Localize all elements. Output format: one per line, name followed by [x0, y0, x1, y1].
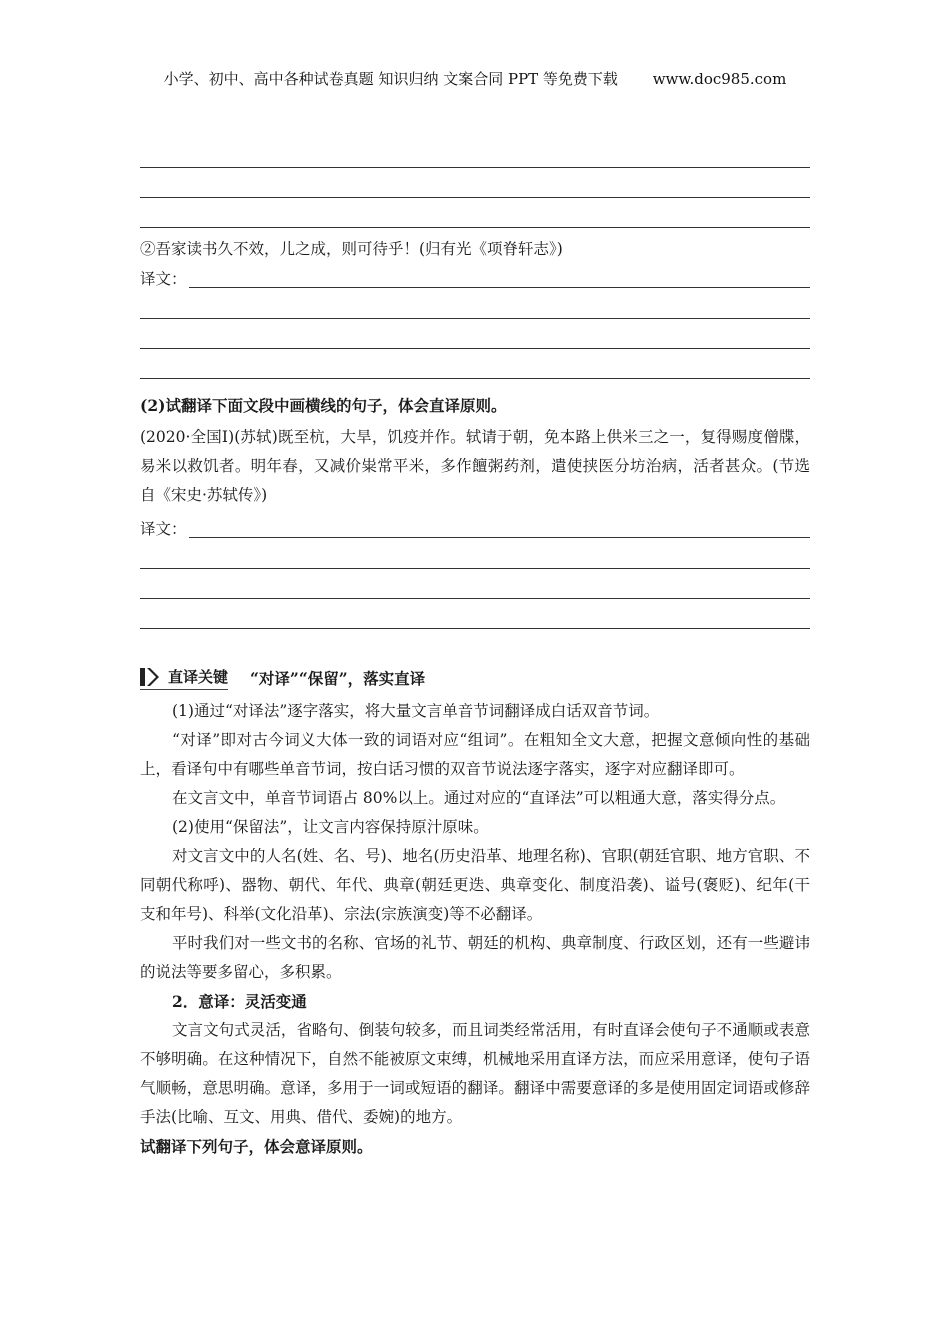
page-header: [0, 68, 950, 89]
answer-line: [140, 168, 810, 198]
question-2-passage: (2020·全国Ⅰ)(苏轼)既至杭，大旱，饥疫并作。轼请于朝，免本路上供米三之一，复得赐度僧牒，易米以救饥者。明年春，又减价粜常平米，多作饘粥药剂，遣使挟医分坊治病，活者甚众。(节选自《宋史·苏轼传》): [140, 428, 810, 504]
paragraph: 在文言文中，单音节词语占 80%以上。通过对应的“直译法”可以粗通大意，落实得分点。: [172, 789, 786, 807]
subheading: 2．意译：灵活变通: [172, 992, 307, 1011]
instruction: 试翻译下列句子，体会意译原则。: [140, 1137, 373, 1156]
section-tag: [140, 666, 228, 690]
paragraph: 对文言文中的人名(姓、名、号)、地名(历史沿革、地理名称)、官职(朝廷官职、地方官职、不同朝代称呼)、器物、朝代、年代、典章(朝廷更迭、典章变化、制度沿袭)、谥号(褒贬)、纪年(干支和年号)、科举(文化沿革)、宗法(宗族演变)等不必翻译。: [140, 847, 810, 923]
section-tag-label: 直译关键: [168, 668, 229, 686]
answer-line: [140, 198, 810, 228]
answer-line: [140, 539, 810, 569]
translation-line: [140, 260, 810, 289]
section-title: “对译”“保留”，落实直译: [250, 669, 426, 688]
answer-line: [140, 569, 810, 599]
answer-line: [140, 599, 810, 629]
answer-line: [140, 319, 810, 349]
translation-label: 译文：: [140, 270, 187, 288]
item2-sentence: ②吾家读书久不效，儿之成，则可待乎！(归有光《项脊轩志》): [140, 240, 563, 258]
paragraph: 文言文句式灵活，省略句、倒装句较多，而且词类经常活用，有时直译会使句子不通顺或表意不够明确。在这种情况下，自然不能被原文束缚，机械地采用直译方法，而应采用意译，使句子语气顺畅，意思明确。意译，多用于一词或短语的翻译。翻译中需要意译的多是使用固定词语或修辞手法(比喻、互文、用典、借代、委婉)的地方。: [140, 1021, 810, 1126]
page-content: [140, 152, 810, 1161]
translation-label: 译文：: [140, 520, 187, 538]
section-heading: [140, 663, 810, 693]
paragraph: (1)通过“对译法”逐字落实，将大量文言单音节词翻译成白话双音节词。: [172, 702, 660, 720]
answer-rule: [189, 536, 810, 538]
header-site: www.doc985.com: [652, 70, 787, 88]
paragraph: (2)使用“保留法”，让文言内容保持原汁原味。: [172, 818, 489, 836]
paragraph: “对译”即对古今词义大体一致的词语对应“组词”。在粗知全文大意，把握文意倾向性的基础上，看译句中有哪些单音节词，按白话习惯的双音节说法逐字落实，逐字对应翻译即可。: [140, 731, 810, 778]
answer-line: [140, 349, 810, 379]
paragraph: 平时我们对一些文书的名称、官场的礼节、朝廷的机构、典章制度、行政区划，还有一些避讳的说法等要多留心，多积累。: [140, 934, 810, 981]
header-text: 小学、初中、高中各种试卷真题 知识归纳 文案合同 PPT 等免费下载: [163, 70, 618, 88]
question-2-title: (2)试翻译下面文段中画横线的句子，体会直译原则。: [140, 396, 507, 415]
answer-rule: [189, 286, 810, 288]
answer-line: [140, 152, 810, 168]
translation-line: [140, 510, 810, 539]
chevron-marker-icon: [140, 668, 160, 686]
answer-line: [140, 289, 810, 319]
